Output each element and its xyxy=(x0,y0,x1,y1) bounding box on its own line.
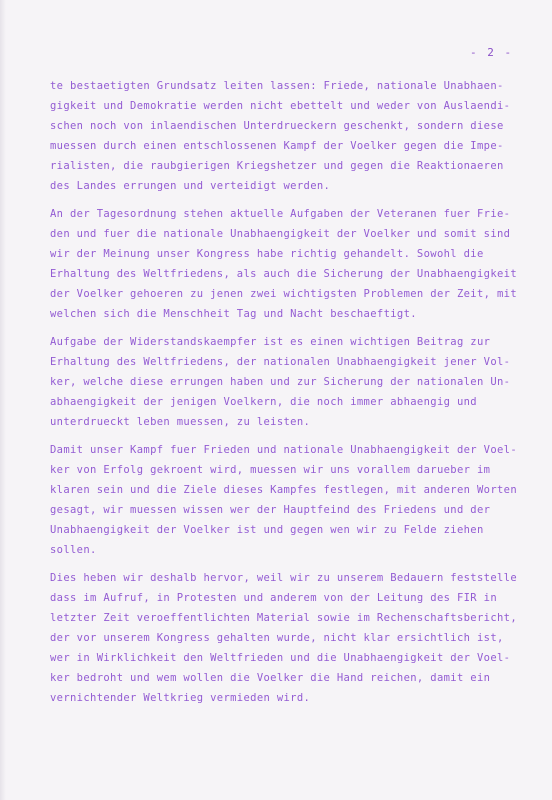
paragraph-5 xyxy=(50,568,520,708)
text-line: abhaengigkeit der jenigen Voelkern, die noch immer abhaengig und xyxy=(50,396,477,408)
text-line: Unabhaengigkeit der Voelker ist und gegen wen wir zu Felde ziehen xyxy=(50,524,484,536)
text-line: te bestaetigten Grundsatz leiten lassen: Friede, nationale Unabhaen- xyxy=(50,80,504,92)
text-line: schen noch von inlaendischen Unterdrueckern geschenkt, sondern diese xyxy=(50,120,504,132)
text-line: des Landes errungen und verteidigt werden. xyxy=(50,180,331,192)
paragraph-2 xyxy=(50,204,520,324)
text-line: letzter Zeit veroeffentlichten Material sowie im Rechenschaftsbericht, xyxy=(50,612,518,624)
text-line: Damit unser Kampf fuer Frieden und nationale Unabhaengigkeit der Voel- xyxy=(50,444,518,456)
text-line: ker von Erfolg gekroent wird, muessen wir uns vorallem darueber im xyxy=(50,464,491,476)
text-line: muessen durch einen entschlossenen Kampf der Voelker gegen die Impe- xyxy=(50,140,504,152)
page-number: - 2 - xyxy=(470,46,514,59)
text-line: ker bedroht und wem wollen die Voelker die Hand reichen, damit ein xyxy=(50,672,491,684)
document-body xyxy=(50,76,520,716)
text-line: der vor unserem Kongress gehalten wurde, nicht klar ersichtlich ist, xyxy=(50,632,504,644)
page-edge-shadow xyxy=(0,0,6,800)
text-line: gigkeit und Demokratie werden nicht ebettelt und weder von Auslaendi- xyxy=(50,100,511,112)
text-line: Erhaltung des Weltfriedens, als auch die Sicherung der Unabhaengigkeit xyxy=(50,268,518,280)
text-line: An der Tagesordnung stehen aktuelle Aufgaben der Veteranen fuer Frie- xyxy=(50,208,511,220)
text-line: ker, welche diese errungen haben und zur Sicherung der nationalen Un- xyxy=(50,376,511,388)
text-line: vernichtender Weltkrieg vermieden wird. xyxy=(50,692,311,704)
text-line: Aufgabe der Widerstandskaempfer ist es einen wichtigen Beitrag zur xyxy=(50,336,491,348)
text-line: Dies heben wir deshalb hervor, weil wir zu unserem Bedauern feststelle xyxy=(50,572,518,584)
text-line: klaren sein und die Ziele dieses Kampfes festlegen, mit anderen Worten xyxy=(50,484,518,496)
text-line: unterdrueckt leben muessen, zu leisten. xyxy=(50,416,311,428)
text-line: gesagt, wir muessen wissen wer der Hauptfeind des Friedens und der xyxy=(50,504,491,516)
text-line: dass im Aufruf, in Protesten und anderem von der Leitung des FIR in xyxy=(50,592,497,604)
paragraph-3 xyxy=(50,332,520,432)
text-line: sollen. xyxy=(50,544,97,556)
text-line: der Voelker gehoeren zu jenen zwei wichtigsten Problemen der Zeit, mit xyxy=(50,288,518,300)
paragraph-4 xyxy=(50,440,520,560)
text-line: den und fuer die nationale Unabhaengigkeit der Voelker und somit sind xyxy=(50,228,511,240)
paragraph-1 xyxy=(50,76,520,196)
text-line: wir der Meinung unser Kongress habe richtig gehandelt. Sowohl die xyxy=(50,248,484,260)
text-line: welchen sich die Menschheit Tag und Nacht beschaeftigt. xyxy=(50,308,417,320)
text-line: wer in Wirklichkeit den Weltfrieden und die Unabhaengigkeit der Voel- xyxy=(50,652,511,664)
text-line: Erhaltung des Weltfriedens, der nationalen Unabhaengigkeit jener Vol- xyxy=(50,356,511,368)
text-line: rialisten, die raubgierigen Kriegshetzer und gegen die Reaktionaeren xyxy=(50,160,504,172)
